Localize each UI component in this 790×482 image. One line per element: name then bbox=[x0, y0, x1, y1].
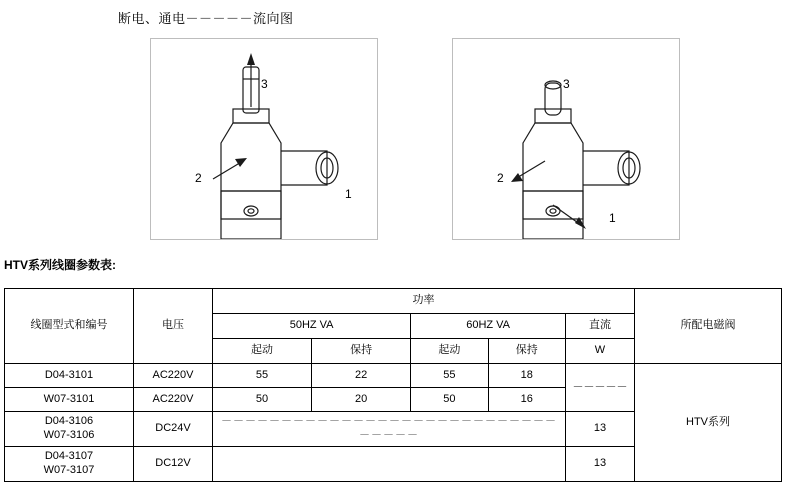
cell-60hz-start: 50 bbox=[411, 388, 488, 412]
header-60hz: 60HZ VA bbox=[411, 314, 566, 339]
header-60hz-start: 起动 bbox=[411, 339, 488, 364]
cell-voltage: DC12V bbox=[134, 447, 213, 482]
cell-model-line2: W07-3107 bbox=[43, 464, 95, 476]
header-dc-unit: W bbox=[566, 339, 635, 364]
table-header-row-1 bbox=[5, 289, 782, 314]
cell-model bbox=[5, 447, 134, 482]
cell-50hz-hold: 22 bbox=[312, 364, 411, 388]
cell-power-empty bbox=[213, 447, 566, 482]
cell-model-line1: D04-3107 bbox=[44, 450, 94, 463]
cell-50hz-start: 55 bbox=[213, 364, 312, 388]
cell-60hz-hold: 16 bbox=[488, 388, 565, 412]
cell-voltage: AC220V bbox=[134, 364, 213, 388]
valve-illustration-right bbox=[453, 39, 679, 239]
label-port-3-left: 3 bbox=[261, 77, 268, 91]
table-title: HTV系列线圈参数表: bbox=[4, 258, 116, 272]
label-port-1-left: 1 bbox=[345, 187, 352, 201]
page-caption: 断电、通电－－－－－流向图 bbox=[118, 11, 294, 26]
cell-power-dashes: －－－－－－－－－－－－－－－－－－－－－－－－－－－－－－－－－ bbox=[213, 412, 566, 447]
cell-model: W07-3101 bbox=[5, 388, 134, 412]
valve-diagram-left bbox=[150, 38, 378, 240]
cell-voltage: AC220V bbox=[134, 388, 213, 412]
valve-diagram-right bbox=[452, 38, 680, 240]
coil-parameters-table bbox=[4, 288, 782, 482]
cell-dc: －－－－－ bbox=[566, 364, 635, 412]
cell-model-line2: W07-3106 bbox=[43, 429, 95, 441]
header-dc: 直流 bbox=[566, 314, 635, 339]
table-row bbox=[5, 364, 782, 388]
header-50hz-start: 起动 bbox=[213, 339, 312, 364]
header-50hz-hold: 保持 bbox=[312, 339, 411, 364]
cell-dc: 13 bbox=[566, 412, 635, 447]
label-port-3-right: 3 bbox=[563, 77, 570, 91]
cell-voltage: DC24V bbox=[134, 412, 213, 447]
header-50hz: 50HZ VA bbox=[213, 314, 411, 339]
cell-60hz-start: 55 bbox=[411, 364, 488, 388]
cell-valve-series: HTV系列 bbox=[635, 364, 782, 482]
cell-model bbox=[5, 412, 134, 447]
header-model: 线圈型式和编号 bbox=[5, 289, 134, 364]
cell-dc: 13 bbox=[566, 447, 635, 482]
cell-model-line1: D04-3106 bbox=[44, 415, 94, 428]
cell-50hz-hold: 20 bbox=[312, 388, 411, 412]
header-60hz-hold: 保持 bbox=[488, 339, 565, 364]
label-port-1-right: 1 bbox=[609, 211, 616, 225]
cell-50hz-start: 50 bbox=[213, 388, 312, 412]
cell-model: D04-3101 bbox=[5, 364, 134, 388]
header-valve: 所配电磁阀 bbox=[635, 289, 782, 364]
header-voltage: 电压 bbox=[134, 289, 213, 364]
label-port-2-right: 2 bbox=[497, 171, 504, 185]
header-power: 功率 bbox=[213, 289, 635, 314]
valve-illustration-left bbox=[151, 39, 377, 239]
cell-60hz-hold: 18 bbox=[488, 364, 565, 388]
label-port-2-left: 2 bbox=[195, 171, 202, 185]
